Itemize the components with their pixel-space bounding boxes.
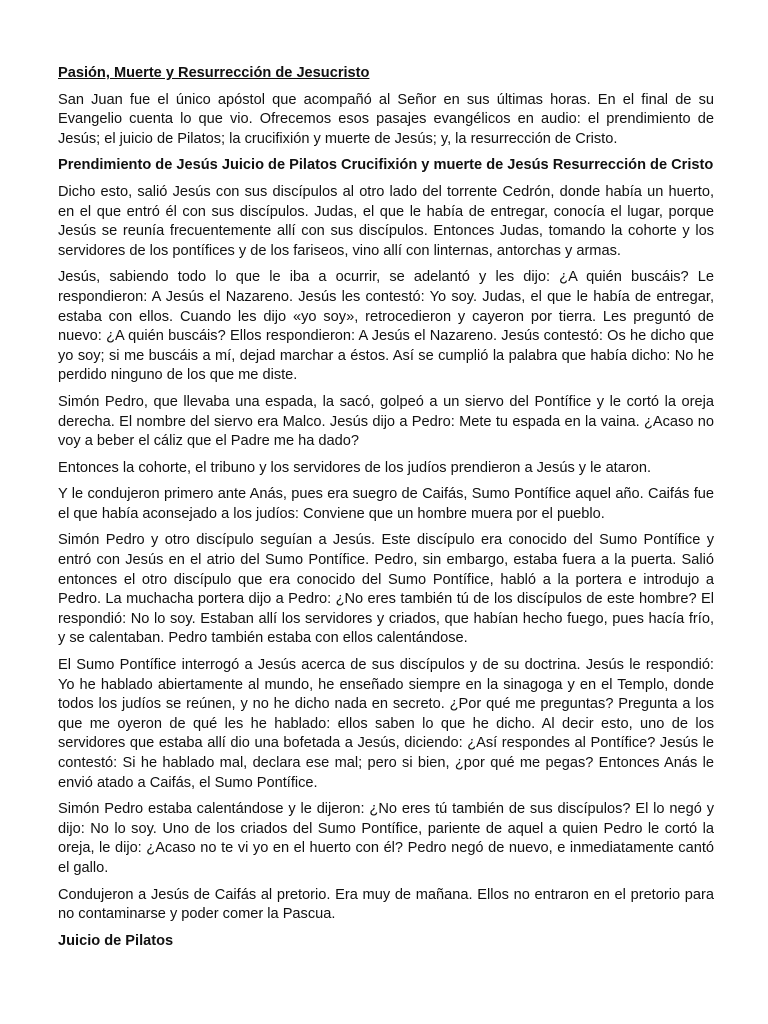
paragraph: Simón Pedro, que llevaba una espada, la sacó, golpeó a un siervo del Pontífice y le cortó la oreja derecha. El nombre del siervo era Malco. Jesús dijo a Pedro: Mete tu espada en la vaina. ¿Acaso no voy a beber el cáliz que el Padre me ha dado? — [58, 393, 714, 450]
document-title: Pasión, Muerte y Resurrección de Jesucristo — [58, 65, 370, 81]
paragraph: Simón Pedro y otro discípulo seguían a Jesús. Este discípulo era conocido del Sumo Pontífice y entró con Jesús en el atrio del Sumo Pontífice. Pedro, sin embargo, estaba fuera a la puerta. Salió entonces el otro discípulo que era conocido del Sumo Pontífice, habló a la portera e introdujo a Pedro. La muchacha portera dijo a Pedro: ¿No eres también tú de los discípulos de este hombre? El respondió: No lo soy. Estaban allí los servidores y criados, que habían hecho fuego, pues hacía frío, y se calentaban. Pedro también estaba con ellos calentándose. — [58, 532, 714, 647]
paragraph: Simón Pedro estaba calentándose y le dijeron: ¿No eres tú también de sus discípulos? El lo negó y dijo: No lo soy. Uno de los criados del Sumo Pontífice, pariente de aquel a quien Pedro le cortó la oreja, le dijo: ¿Acaso no te vi yo en el huerto con él? Pedro negó de nuevo, e inmediatamente cantó el gallo. — [58, 801, 714, 876]
paragraph: Jesús, sabiendo todo lo que le iba a ocurrir, se adelantó y les dijo: ¿A quién buscáis? Le respondieron: A Jesús el Nazareno. Jesús les contestó: Yo soy. Judas, el que le había de entregar, estaba con ellos. Cuando les dijo «yo soy», retrocedieron y cayeron por tierra. Les preguntó de nuevo: ¿A quién buscáis? Ellos respondieron: A Jesús el Nazareno. Jesús contestó: Os he dicho que yo soy; si me buscáis a mí, dejad marchar a éstos. Así se cumplió la palabra que había dicho: No he perdido ninguno de los que me diste. — [58, 269, 714, 384]
intro-paragraph: San Juan fue el único apóstol que acompañó al Señor en sus últimas horas. En el final de su Evangelio cuenta lo que vio. Ofrecemos esos pasajes evangélicos en audio: el prendimiento de Jesús; el juicio de Pilatos; la crucifixión y muerte de Jesús; y, la resurrección de Cristo. — [58, 91, 714, 147]
document-page — [58, 64, 714, 958]
paragraph: Entonces la cohorte, el tribuno y los servidores de los judíos prendieron a Jesús y le ataron. — [58, 459, 651, 476]
paragraph: Condujeron a Jesús de Caifás al pretorio. Era muy de mañana. Ellos no entraron en el pretorio para no contaminarse y poder comer la Pascua. — [58, 886, 714, 923]
paragraph: Y le condujeron primero ante Anás, pues era suegro de Caifás, Sumo Pontífice aquel año. Caifás fue el que había aconsejado a los judíos: Conviene que un hombre muera por el pueblo. — [58, 486, 714, 522]
sections-heading: Prendimiento de Jesús Juicio de Pilatos Crucifixión y muerte de Jesús Resurrección de Cristo — [58, 157, 714, 174]
paragraph: Dicho esto, salió Jesús con sus discípulos al otro lado del torrente Cedrón, donde había un huerto, en el que entró él con sus discípulos. Judas, el que le había de entregar, conocía el lugar, porque Jesús se reunía frecuentemente allí con sus discípulos. Entonces Judas, tomando la cohorte y los servidores de los pontífices y de los fariseos, vino allí con linternas, antorchas y armas. — [58, 183, 714, 259]
section-heading-juicio-de-pilatos: Juicio de Pilatos — [58, 932, 174, 949]
paragraph: El Sumo Pontífice interrogó a Jesús acerca de sus discípulos y de su doctrina. Jesús le respondió: Yo he hablado abiertamente al mundo, he enseñado siempre en la sinagoga y en el Templo, donde todos los judíos se reúnen, y no he dicho nada en secreto. ¿Por qué me preguntas? Pregunta a los que me oyeron de qué les he hablado: ellos saben lo que he dicho. Al decir esto, uno de los servidores que estaba allí dio una bofetada a Jesús, diciendo: ¿Así respondes al Pontífice? Jesús le contestó: Si he hablado mal, declara ese mal; pero si bien, ¿por qué me pegas? Entonces Anás le envió atado a Caifás, el Sumo Pontífice. — [58, 657, 714, 791]
